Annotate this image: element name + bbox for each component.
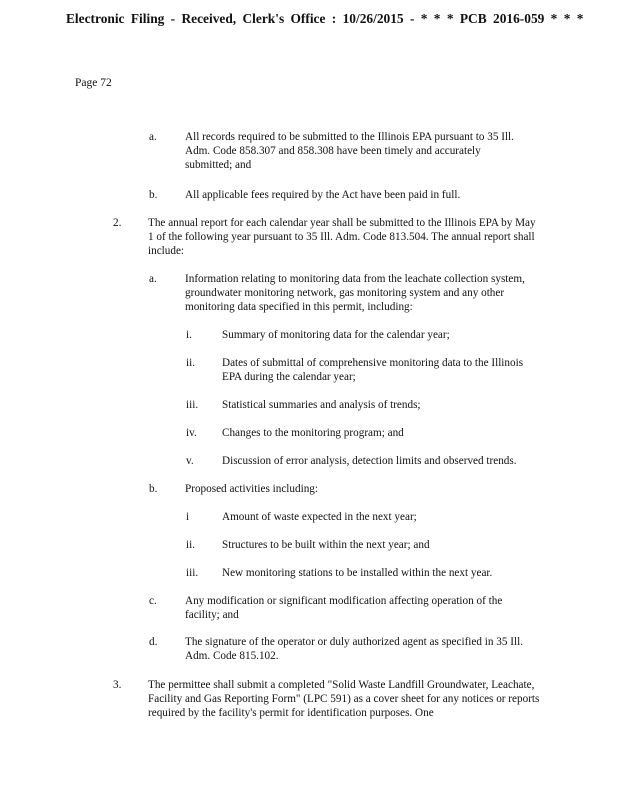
item-label: v.: [186, 455, 194, 467]
item-text: Proposed activities including:: [185, 483, 318, 495]
item-text: The permittee shall submit a completed "Solid Waste Landfill Groundwater, Leachate, Facility and Gas Reporting Form" (LPC 591) as a cover sheet for any notices or reports required by the facility's permit for identification purposes. One: [148, 679, 540, 720]
item-label: iv.: [186, 427, 197, 439]
item-label: 3.: [113, 679, 122, 691]
item-text: All applicable fees required by the Act have been paid in full.: [185, 189, 461, 201]
item-label: iii.: [186, 567, 199, 579]
item-text: Statistical summaries and analysis of trends;: [222, 399, 421, 411]
item-label: iii.: [186, 399, 199, 411]
item-label: i: [186, 511, 190, 523]
item-text: Information relating to monitoring data from the leachate collection system, groundwater monitoring network, gas monitoring system and any other monitoring data specified in this permit, including:: [185, 273, 525, 314]
item-text: Amount of waste expected in the next year;: [222, 511, 417, 523]
item-text: Discussion of error analysis, detection limits and observed trends.: [222, 455, 517, 467]
item-text: New monitoring stations to be installed within the next year.: [222, 567, 493, 579]
item-text: The signature of the operator or duly authorized agent as specified in 35 Ill. Adm. Code 815.102.: [185, 636, 523, 663]
item-label: d.: [149, 636, 158, 648]
item-label: 2.: [113, 217, 122, 229]
item-text: All records required to be submitted to the Illinois EPA pursuant to 35 Ill. Adm. Code 858.307 and 858.308 have been timely and accurately submitted; and: [185, 131, 514, 172]
item-label: b.: [149, 483, 158, 495]
page-number: Page 72: [75, 77, 112, 89]
item-label: a.: [149, 273, 157, 285]
item-text: Changes to the monitoring program; and: [222, 427, 404, 439]
item-text: The annual report for each calendar year shall be submitted to the Illinois EPA by May 1 of the following year pursuant to 35 Ill. Adm. Code 813.504. The annual report shall include:: [148, 217, 536, 258]
item-label: a.: [149, 131, 157, 143]
item-label: ii.: [186, 539, 196, 551]
item-label: b.: [149, 189, 158, 201]
item-text: Structures to be built within the next year; and: [222, 539, 430, 551]
item-text: Summary of monitoring data for the calendar year;: [222, 329, 450, 341]
item-text: Dates of submittal of comprehensive monitoring data to the Illinois EPA during the calendar year;: [222, 357, 524, 384]
item-label: c.: [149, 595, 157, 607]
item-text: Any modification or significant modification affecting operation of the facility; and: [185, 595, 503, 622]
item-label: i.: [186, 329, 192, 341]
filing-header: Electronic Filing - Received, Clerk's Office : 10/26/2015 - * * * PCB 2016-059 * * *: [66, 11, 584, 26]
item-label: ii.: [186, 357, 196, 369]
